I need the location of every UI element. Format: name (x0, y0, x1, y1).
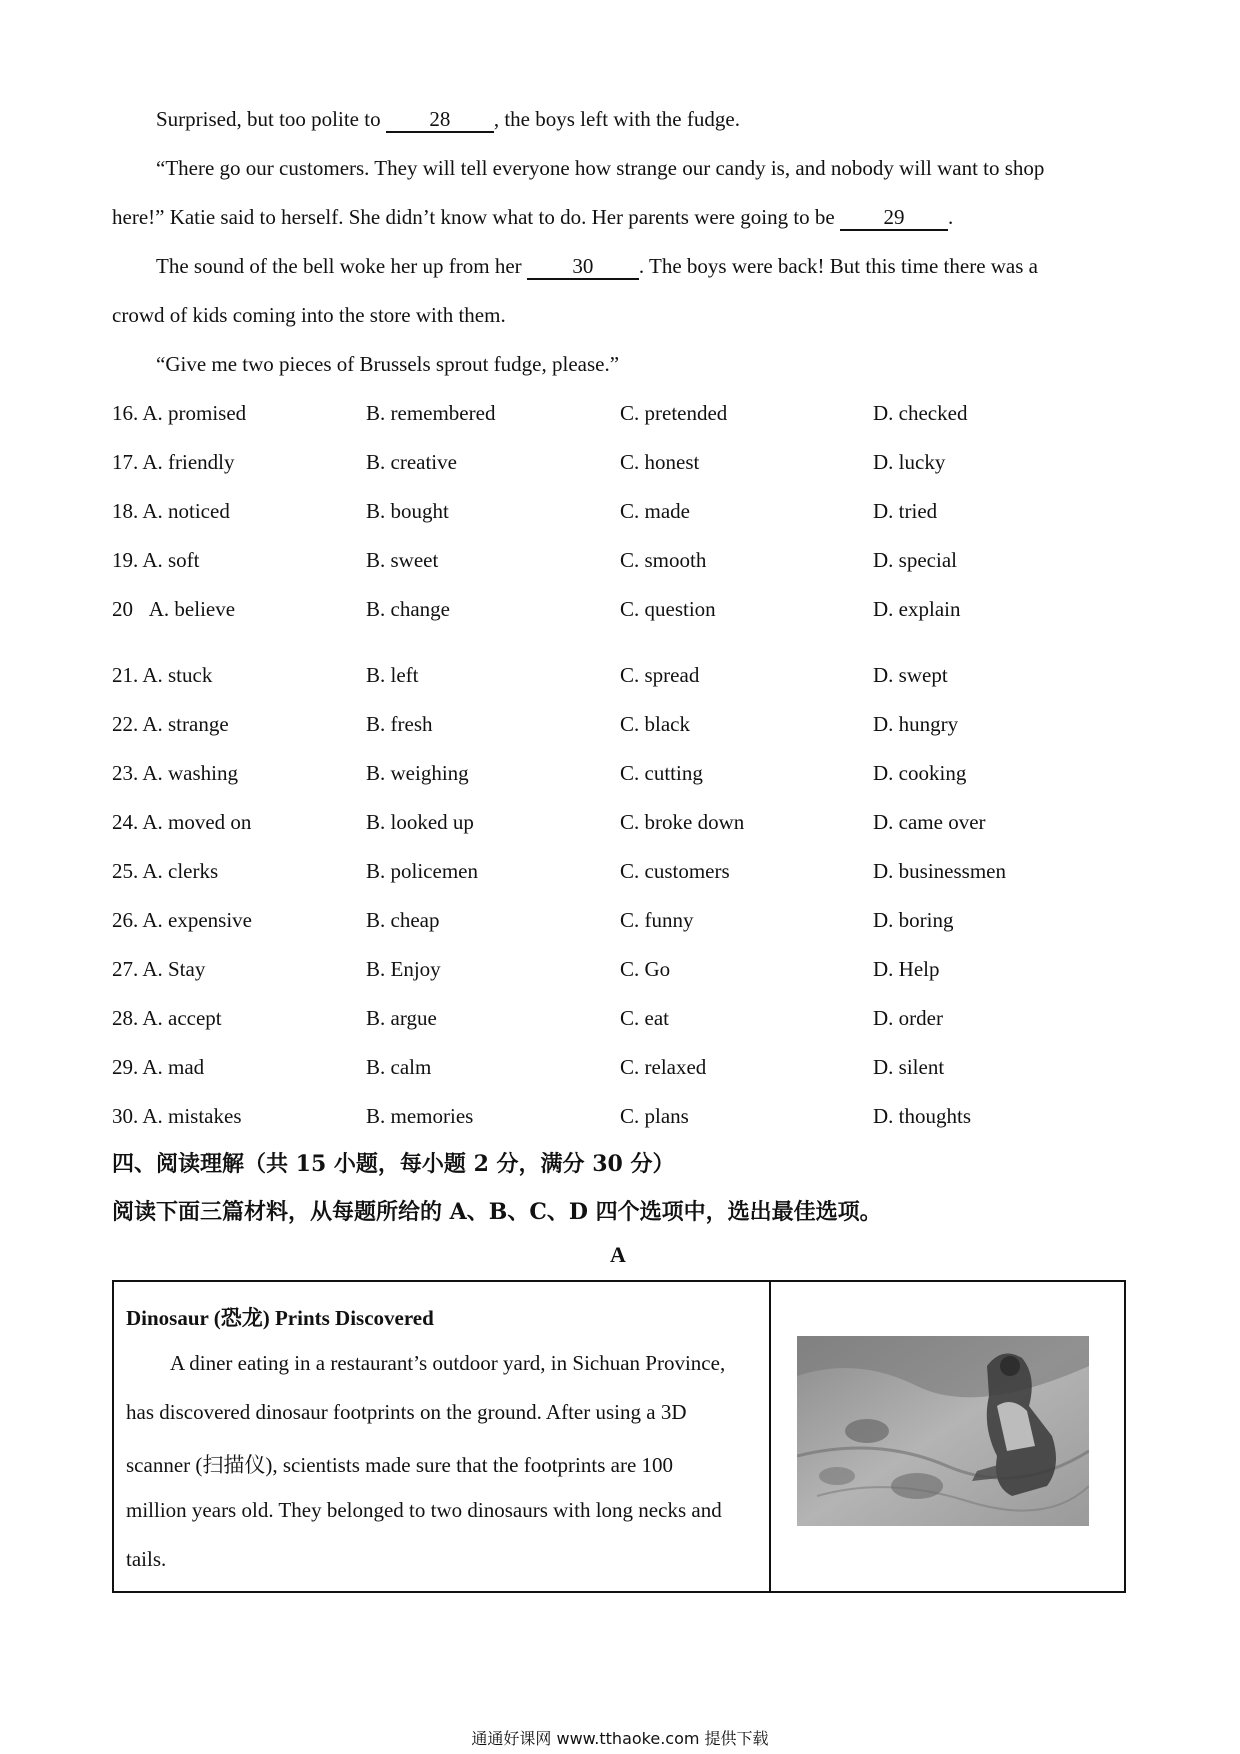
option-c: C. made (620, 499, 690, 523)
option-d: D. businessmen (873, 859, 1006, 883)
option-b: B. creative (366, 450, 457, 474)
dinosaur-footprints-photo (797, 1336, 1089, 1526)
option-d: D. checked (873, 401, 968, 425)
option-d: D. swept (873, 663, 948, 687)
option-c: C. customers (620, 859, 730, 883)
option-d: D. boring (873, 908, 954, 932)
option-d: D. tried (873, 499, 938, 523)
passage-paragraph-1: Surprised, but too polite to 28 , the boys left with the fudge. (156, 107, 740, 131)
option-c: C. Go (620, 957, 671, 981)
article-line: scanner (扫描仪), scientists made sure that the footprints are 100 (126, 1453, 674, 1477)
option-c: C. question (620, 597, 716, 621)
option-a: 23. A. washing (112, 761, 238, 785)
option-c: C. relaxed (620, 1055, 707, 1079)
article-title: Dinosaur (恐龙) Prints Discovered (126, 1306, 434, 1330)
option-a: 26. A. expensive (112, 908, 252, 932)
option-d: D. thoughts (873, 1104, 972, 1128)
option-a: 30. A. mistakes (112, 1104, 242, 1128)
question-row (112, 597, 1112, 627)
answer-blank-30: 30 (527, 256, 639, 280)
passage-paragraph-2-line-1: “There go our customers. They will tell everyone how strange our candy is, and nobody will want to shop (156, 156, 1045, 180)
article-line: A diner eating in a restaurant’s outdoor yard, in Sichuan Province, (170, 1351, 726, 1375)
option-b: B. remembered (366, 401, 496, 425)
option-c: C. funny (620, 908, 694, 932)
answer-blank-28: 28 (386, 109, 494, 133)
option-a: 24. A. moved on (112, 810, 252, 834)
passage-label: A (610, 1242, 626, 1267)
question-row (112, 712, 1112, 742)
option-a: 18. A. noticed (112, 499, 230, 523)
section-instruction: 阅读下面三篇材料，从每题所给的 A、B、C、D 四个选项中，选出最佳选项。 (112, 1199, 882, 1225)
option-c: C. eat (620, 1006, 669, 1030)
option-d: D. silent (873, 1055, 945, 1079)
question-row (112, 810, 1112, 840)
option-b: B. weighing (366, 761, 469, 785)
question-row (112, 1055, 1112, 1085)
option-a: 17. A. friendly (112, 450, 235, 474)
article-line: tails. (126, 1547, 167, 1571)
option-c: C. plans (620, 1104, 689, 1128)
question-row (112, 401, 1112, 431)
question-row (112, 1104, 1112, 1134)
answer-blank-29: 29 (840, 207, 948, 231)
question-row (112, 663, 1112, 693)
question-row (112, 450, 1112, 480)
option-d: D. explain (873, 597, 961, 621)
option-b: B. looked up (366, 810, 474, 834)
option-a: 28. A. accept (112, 1006, 222, 1030)
article-line: million years old. They belonged to two dinosaurs with long necks and (126, 1498, 722, 1522)
footer-source: 通通好课网 www.tthaoke.com 提供下载 (471, 1729, 769, 1748)
option-d: D. Help (873, 957, 940, 981)
question-row (112, 761, 1112, 791)
option-c: C. smooth (620, 548, 707, 572)
option-a: 21. A. stuck (112, 663, 213, 687)
question-row (112, 499, 1112, 529)
question-row (112, 957, 1112, 987)
option-b: B. Enjoy (366, 957, 441, 981)
question-row (112, 908, 1112, 938)
option-a: 25. A. clerks (112, 859, 219, 883)
option-b: B. fresh (366, 712, 433, 736)
option-c: C. cutting (620, 761, 703, 785)
passage-paragraph-3-line-2: crowd of kids coming into the store with them. (112, 303, 506, 327)
option-b: B. left (366, 663, 419, 687)
article-line: has discovered dinosaur footprints on the ground. After using a 3D (126, 1400, 687, 1424)
option-d: D. came over (873, 810, 986, 834)
option-a: 27. A. Stay (112, 957, 206, 981)
option-c: C. black (620, 712, 690, 736)
option-b: B. bought (366, 499, 449, 523)
option-d: D. special (873, 548, 957, 572)
option-b: B. policemen (366, 859, 478, 883)
question-row (112, 859, 1112, 889)
option-a: 20 A. believe (112, 597, 236, 621)
option-c: C. spread (620, 663, 700, 687)
option-b: B. cheap (366, 908, 440, 932)
option-b: B. argue (366, 1006, 437, 1030)
option-d: D. cooking (873, 761, 967, 785)
option-d: D. hungry (873, 712, 959, 736)
option-a: 22. A. strange (112, 712, 229, 736)
option-b: B. change (366, 597, 450, 621)
column-divider (769, 1282, 771, 1591)
option-a: 19. A. soft (112, 548, 200, 572)
question-row (112, 548, 1112, 578)
option-b: B. memories (366, 1104, 474, 1128)
option-c: C. honest (620, 450, 700, 474)
option-a: 16. A. promised (112, 401, 247, 425)
passage-paragraph-4: “Give me two pieces of Brussels sprout fudge, please.” (156, 352, 620, 376)
option-c: C. broke down (620, 810, 745, 834)
section-heading: 四、阅读理解（共 15 小题，每小题 2 分，满分 30 分） (112, 1151, 675, 1177)
article-box (112, 1280, 1126, 1593)
option-d: D. order (873, 1006, 943, 1030)
option-b: B. calm (366, 1055, 432, 1079)
option-c: C. pretended (620, 401, 728, 425)
question-row (112, 1006, 1112, 1036)
passage-paragraph-2-line-2: here!” Katie said to herself. She didn’t know what to do. Her parents were going to be 29 . (112, 205, 954, 229)
option-b: B. sweet (366, 548, 439, 572)
option-d: D. lucky (873, 450, 946, 474)
option-a: 29. A. mad (112, 1055, 205, 1079)
passage-paragraph-3-line-1: The sound of the bell woke her up from her 30 . The boys were back! But this time there was a (156, 254, 1038, 278)
